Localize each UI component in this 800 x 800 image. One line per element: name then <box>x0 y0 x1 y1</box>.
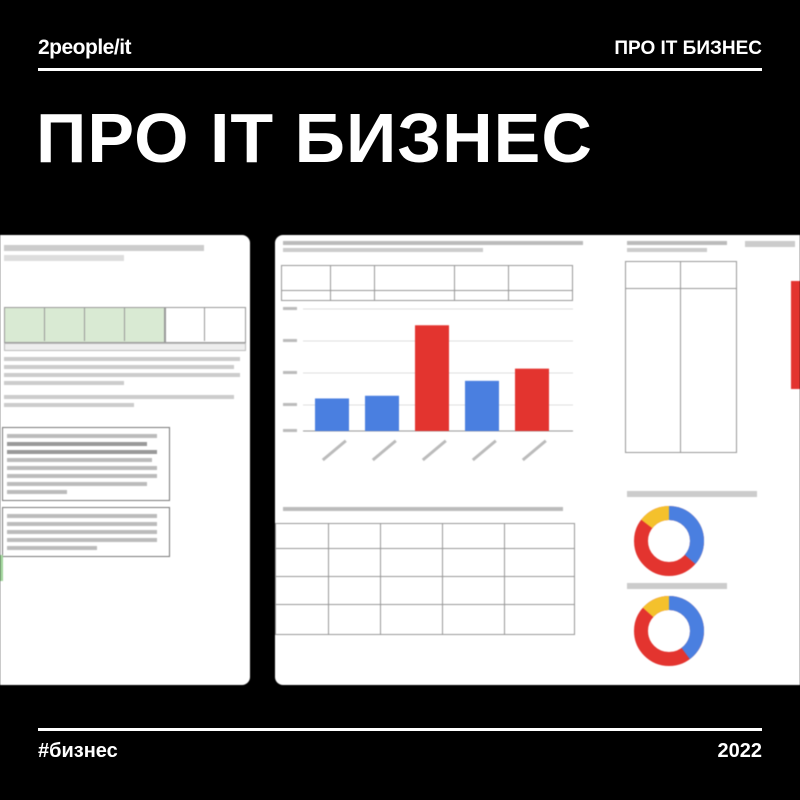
spreadsheet-screenshot-left <box>0 235 250 685</box>
donut-chart-1 <box>629 501 709 581</box>
headline: ПРО IT БИЗНЕС <box>36 99 593 177</box>
section-title: ПРО IT БИЗНЕС <box>614 38 762 59</box>
chart-x-label <box>322 440 347 462</box>
donut-chart-2 <box>629 591 709 671</box>
top-divider <box>38 68 762 71</box>
chart-bar <box>315 398 349 431</box>
chart-x-label <box>422 440 447 462</box>
spreadsheet-screenshot-right <box>275 235 800 685</box>
year: 2022 <box>717 740 762 762</box>
chart-bar <box>515 369 549 431</box>
hashtag: #бизнес <box>38 740 118 762</box>
chart-x-label <box>472 440 497 462</box>
chart-bar <box>415 325 449 431</box>
chart-bar <box>365 396 399 431</box>
brand-logo: 2people/it <box>38 36 132 59</box>
chart-bar <box>465 381 499 431</box>
bottom-divider <box>38 728 762 731</box>
bar-chart <box>283 299 583 479</box>
chart-x-label <box>522 440 547 462</box>
chart-x-label <box>372 440 397 462</box>
